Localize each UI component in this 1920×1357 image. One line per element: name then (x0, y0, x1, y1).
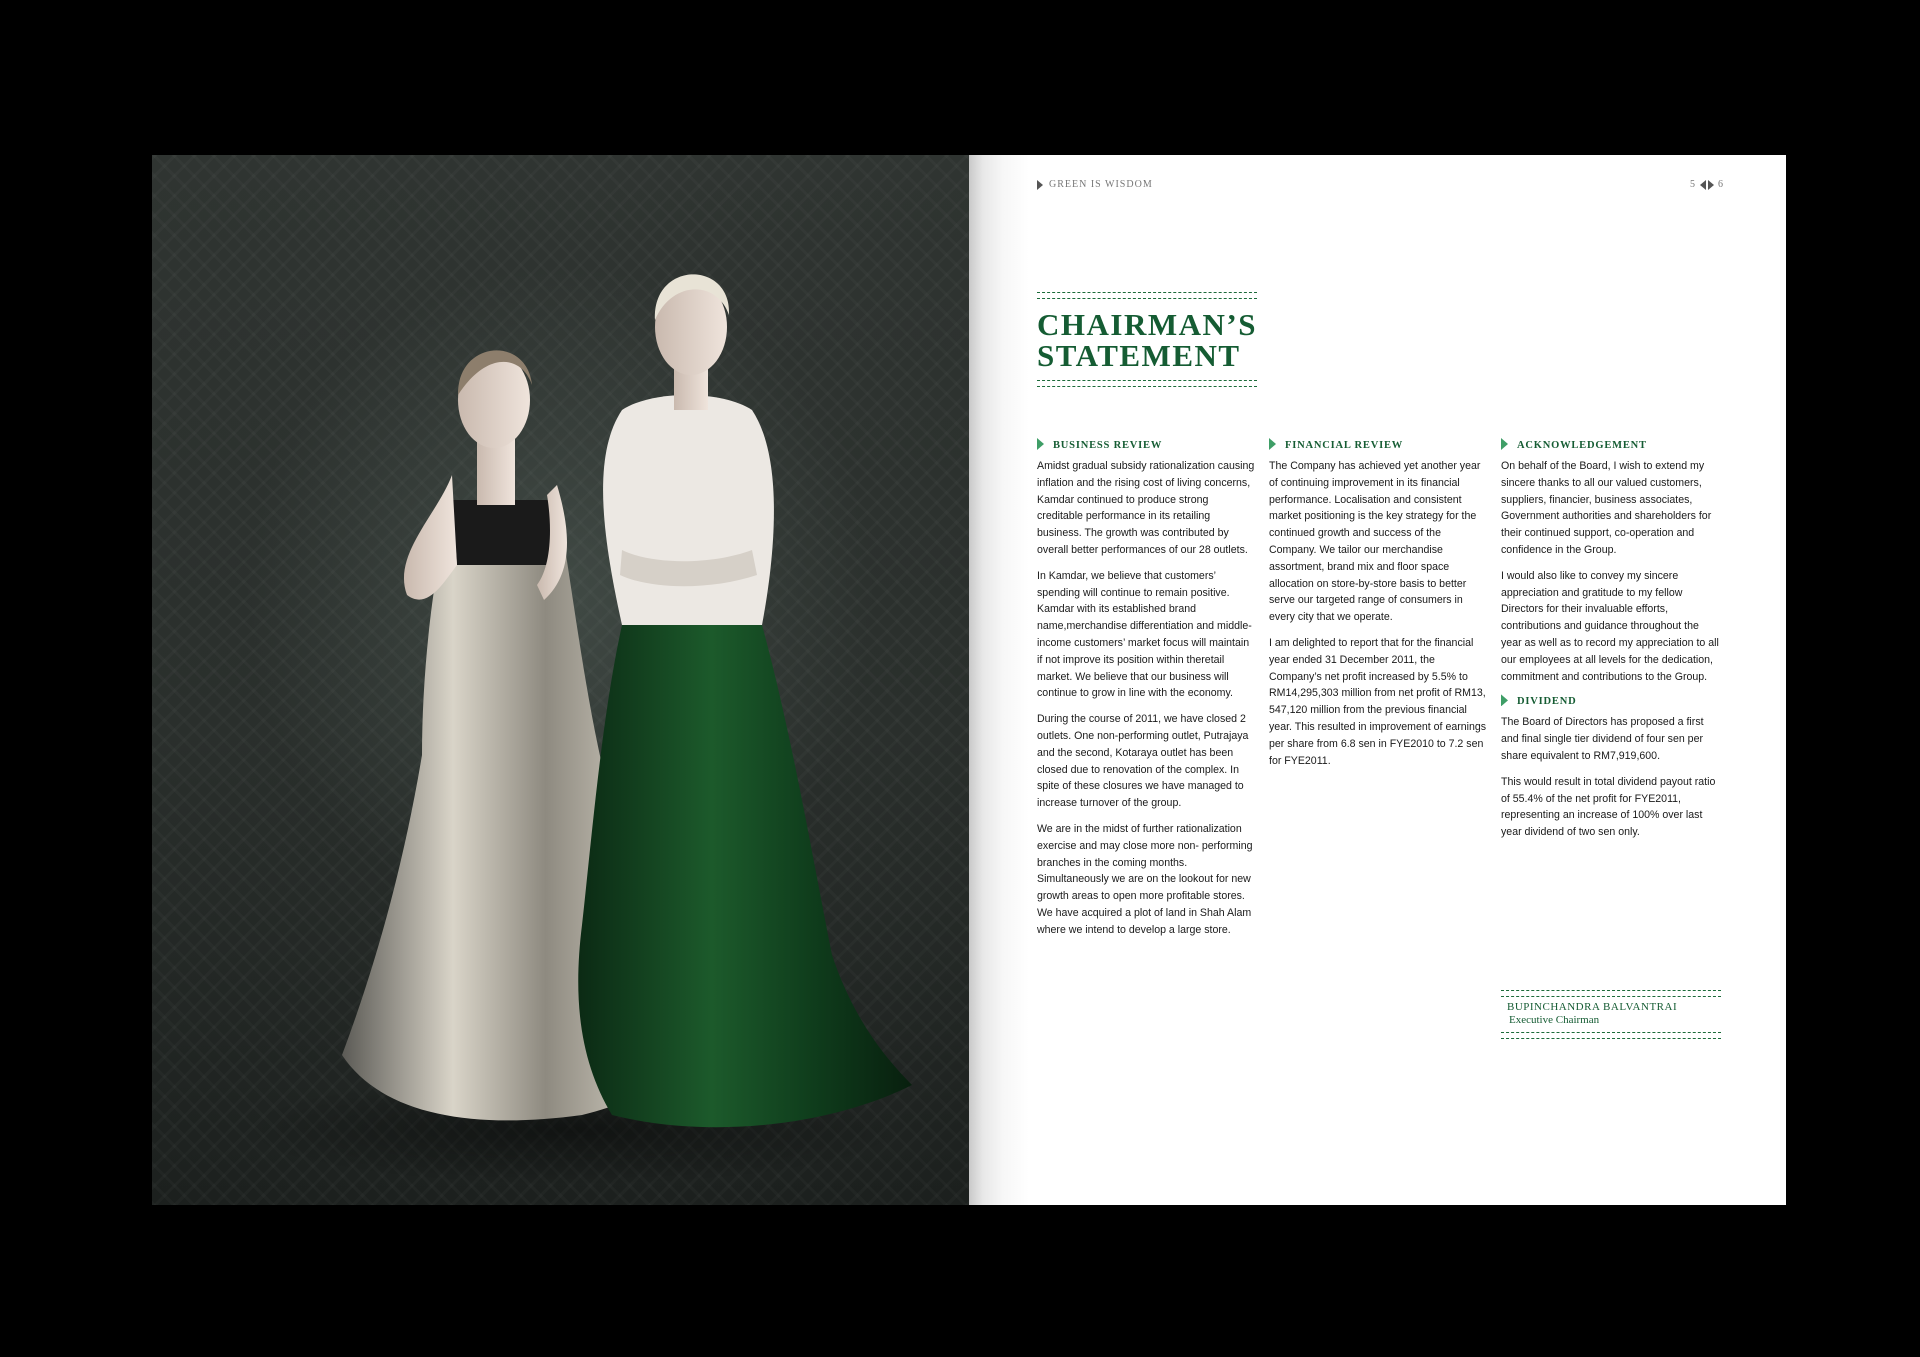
statement-page (969, 155, 1786, 1205)
acknowledgement-column (1501, 438, 1721, 850)
financial-review-column (1269, 438, 1489, 778)
signatory-role: Executive Chairman (1509, 1014, 1600, 1026)
running-title: GREEN IS WISDOM (1049, 179, 1153, 190)
triangle-icon (1501, 694, 1508, 706)
dashed-rule (1037, 380, 1257, 387)
triangle-right-icon (1708, 180, 1714, 190)
triangle-icon (1037, 180, 1043, 190)
signature-block (1501, 990, 1721, 1039)
section-heading (1501, 438, 1721, 452)
section-heading (1037, 438, 1257, 452)
paragraph: On behalf of the Board, I wish to extend my sincere thanks to all our valued customers, suppliers, financier, business associates, Government authorities and shareholders for their continued support, co-operation and confidence in the Group. (1501, 460, 1712, 556)
section-heading-label: DIVIDEND (1517, 696, 1577, 708)
triangle-icon (1269, 438, 1276, 450)
section-heading (1501, 694, 1721, 708)
paragraph: Amidst gradual subsidy rationalization causing inflation and the rising cost of living concerns, Kamdar continued to produce strong creditable performance in its retailing business. The growth was contributed by overall better performances of our 28 outlets. (1037, 460, 1255, 556)
triangle-left-icon (1700, 180, 1706, 190)
dashed-rule (1501, 990, 1721, 997)
triangle-icon (1037, 438, 1044, 450)
dashed-rule (1501, 1032, 1721, 1039)
two-fashion-models-photo-icon (152, 155, 969, 1205)
page-title (1037, 309, 1257, 371)
section-heading-label: BUSINESS REVIEW (1053, 440, 1163, 451)
running-header (1037, 179, 1724, 195)
section-heading (1269, 438, 1489, 452)
section-heading-label: FINANCIAL REVIEW (1285, 440, 1404, 451)
paragraph: I am delighted to report that for the financial year ended 31 December 2011, the Company’s net profit increased by 5.5% to RM14,295,303 million from net profit of RM13, 547,120 million from the previous financial year. This resulted in improvement of earnings per share from 6.8 sen in FYE2010 to 7.2 sen for FYE2011. (1269, 636, 1487, 767)
page-numbers (1690, 179, 1724, 190)
dashed-rule (1037, 292, 1257, 299)
section-heading-label: ACKNOWLEDGEMENT (1517, 440, 1647, 451)
page-title-block (1037, 292, 1257, 387)
paragraph: During the course of 2011, we have closed 2 outlets. One non-performing outlet, Putrajaya and the second, Kotaraya outlet has been closed due to renovation of the complex. In spite of these closures we have managed to increase turnover of the group. (1037, 713, 1249, 810)
paragraph: In Kamdar, we believe that customers’ spending will continue to remain positive. Kamdar with its established brand name,merchandise differentiation and middle-income customers’ market focus will maintain if not improve its position within theretail market. We believe that our business will continue to grow in line with the economy. (1037, 569, 1252, 700)
page-number-left: 5 (1690, 179, 1696, 190)
fashion-photo (152, 155, 969, 1205)
business-review-column (1037, 438, 1257, 948)
magazine-spread (152, 155, 1786, 1205)
paragraph: The Company has achieved yet another year of continuing improvement in its financial performance. Localisation and consistent market positioning is the key strategy for the continued growth and success of the Company. We tailor our merchandise assortment, brand mix and floor space allocation on store-by-store basis to better serve our targeted range of consumers in every city that we operate. (1269, 460, 1481, 624)
paragraph: This would result in total dividend payout ratio of 55.4% of the net profit for FYE2011, representing an increase of 100% over last year dividend of two sen only. (1501, 775, 1716, 839)
paragraph: I would also like to convey my sincere appreciation and gratitude to my fellow Directors for their invaluable efforts, contributions and guidance throughout the year as well as to record my appreciation to all our employees at all levels for the dedication, commitment and contributions to the Group. (1501, 569, 1719, 683)
triangle-icon (1501, 438, 1508, 450)
title-line-2: STATEMENT (1037, 338, 1241, 373)
title-line-1: CHAIRMAN’S (1037, 307, 1257, 342)
page-number-right: 6 (1718, 179, 1724, 190)
paragraph: The Board of Directors has proposed a first and final single tier dividend of four sen per share equivalent to RM7,919,600. (1501, 716, 1704, 762)
paragraph: We are in the midst of further rationalization exercise and may close more non- performing branches in the coming months. Simultaneously we are on the lookout for new growth areas to open more profitable stores. We have acquired a plot of land in Shah Alam where we intend to develop a large store. (1037, 822, 1253, 936)
signatory-name: BUPINCHANDRA BALVANTRAI (1507, 1001, 1678, 1013)
